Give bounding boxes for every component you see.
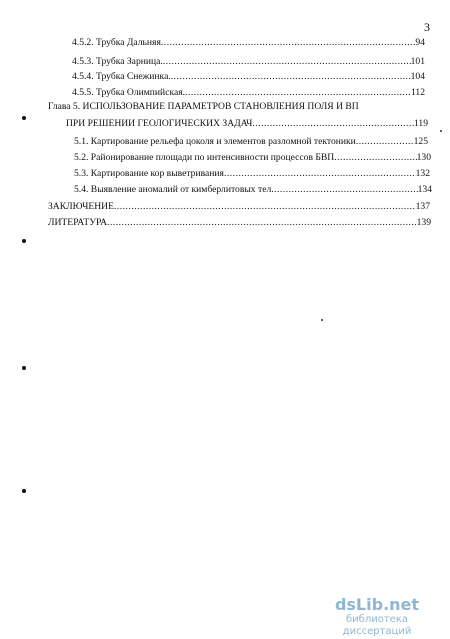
- toc-leader-dots: [171, 71, 411, 82]
- toc-leader-dots: [161, 37, 416, 48]
- watermark-tagline: библиотека диссертаций: [342, 614, 412, 637]
- toc-entry-page: 137: [415, 201, 430, 212]
- toc-entry: [72, 87, 425, 98]
- toc-entry-page: 134: [417, 184, 432, 195]
- toc-entry: [48, 217, 431, 228]
- toc-entry-page: 94: [415, 37, 425, 48]
- toc-entry-title: 4.5.2. Трубка Дальняя: [72, 37, 161, 48]
- binding-hole-mark: [22, 116, 26, 120]
- toc-entry-page: 125: [413, 136, 428, 147]
- toc-entry: [74, 152, 431, 163]
- toc-entry: [74, 136, 428, 147]
- toc-leader-dots: [107, 217, 417, 228]
- toc-entry-page: 132: [415, 168, 430, 179]
- toc-entry-title: ЗАКЛЮЧЕНИЕ: [48, 201, 114, 212]
- toc-entry-page: 139: [416, 217, 431, 228]
- toc-leader-dots: [163, 56, 411, 67]
- chapter-heading: Глава 5. ИСПОЛЬЗОВАНИЕ ПАРАМЕТРОВ СТАНОВЛЕНИЯ ПОЛЯ И ВП: [48, 101, 359, 112]
- toc-entry-title: 5.3. Картирование кор выветривания: [74, 168, 224, 179]
- toc-entry: [72, 56, 425, 67]
- toc-entry-title: ЛИТЕРАТУРА: [48, 217, 108, 228]
- toc-entry-title: 4.5.5. Трубка Олимпийская.: [72, 87, 186, 98]
- site-watermark: [312, 596, 442, 638]
- toc-entry-page: 101: [410, 56, 425, 67]
- scan-speck: [321, 319, 323, 321]
- toc-leader-dots: [185, 87, 411, 98]
- toc-entry-page: 112: [410, 87, 425, 98]
- scan-speck: [440, 130, 442, 132]
- toc-leader-dots: [334, 152, 416, 163]
- binding-hole-mark: [22, 366, 26, 370]
- toc-entry-page: 119: [413, 118, 428, 129]
- toc-entry-title: ПРИ РЕШЕНИИ ГЕОЛОГИЧЕСКИХ ЗАДАЧ: [66, 118, 253, 129]
- binding-hole-mark: [22, 489, 26, 493]
- page-number: 3: [424, 20, 430, 34]
- toc-entry: [48, 201, 430, 212]
- toc-entry: [66, 118, 428, 129]
- toc-entry-title: 4.5.4. Трубка Снежинка.: [72, 71, 171, 82]
- toc-entry-title: 4.5.3. Трубка Зарница.: [72, 56, 163, 67]
- watermark-brand: dsLib.net: [334, 595, 420, 614]
- toc-entry: [74, 168, 430, 179]
- toc-entry: [74, 184, 432, 195]
- toc-leader-dots: [252, 118, 414, 129]
- binding-hole-mark: [22, 239, 26, 243]
- toc-leader-dots: [224, 168, 416, 179]
- toc-entry-page: 104: [410, 71, 425, 82]
- toc-leader-dots: [356, 136, 414, 147]
- toc-leader-dots: [114, 201, 416, 212]
- toc-entry-title: 5.1. Картирование рельефа цоколя и элементов разломной тектоники: [74, 136, 356, 147]
- toc-entry: [72, 37, 425, 48]
- toc-leader-dots: [271, 184, 417, 195]
- toc-entry-title: 5.4. Выявление аномалий от кимберлитовых тел: [74, 184, 272, 195]
- toc-entry: [72, 71, 425, 82]
- toc-entry-page: 130: [416, 152, 431, 163]
- toc-entry-title: 5.2. Районирование площади по интенсивности процессов БВП: [74, 152, 335, 163]
